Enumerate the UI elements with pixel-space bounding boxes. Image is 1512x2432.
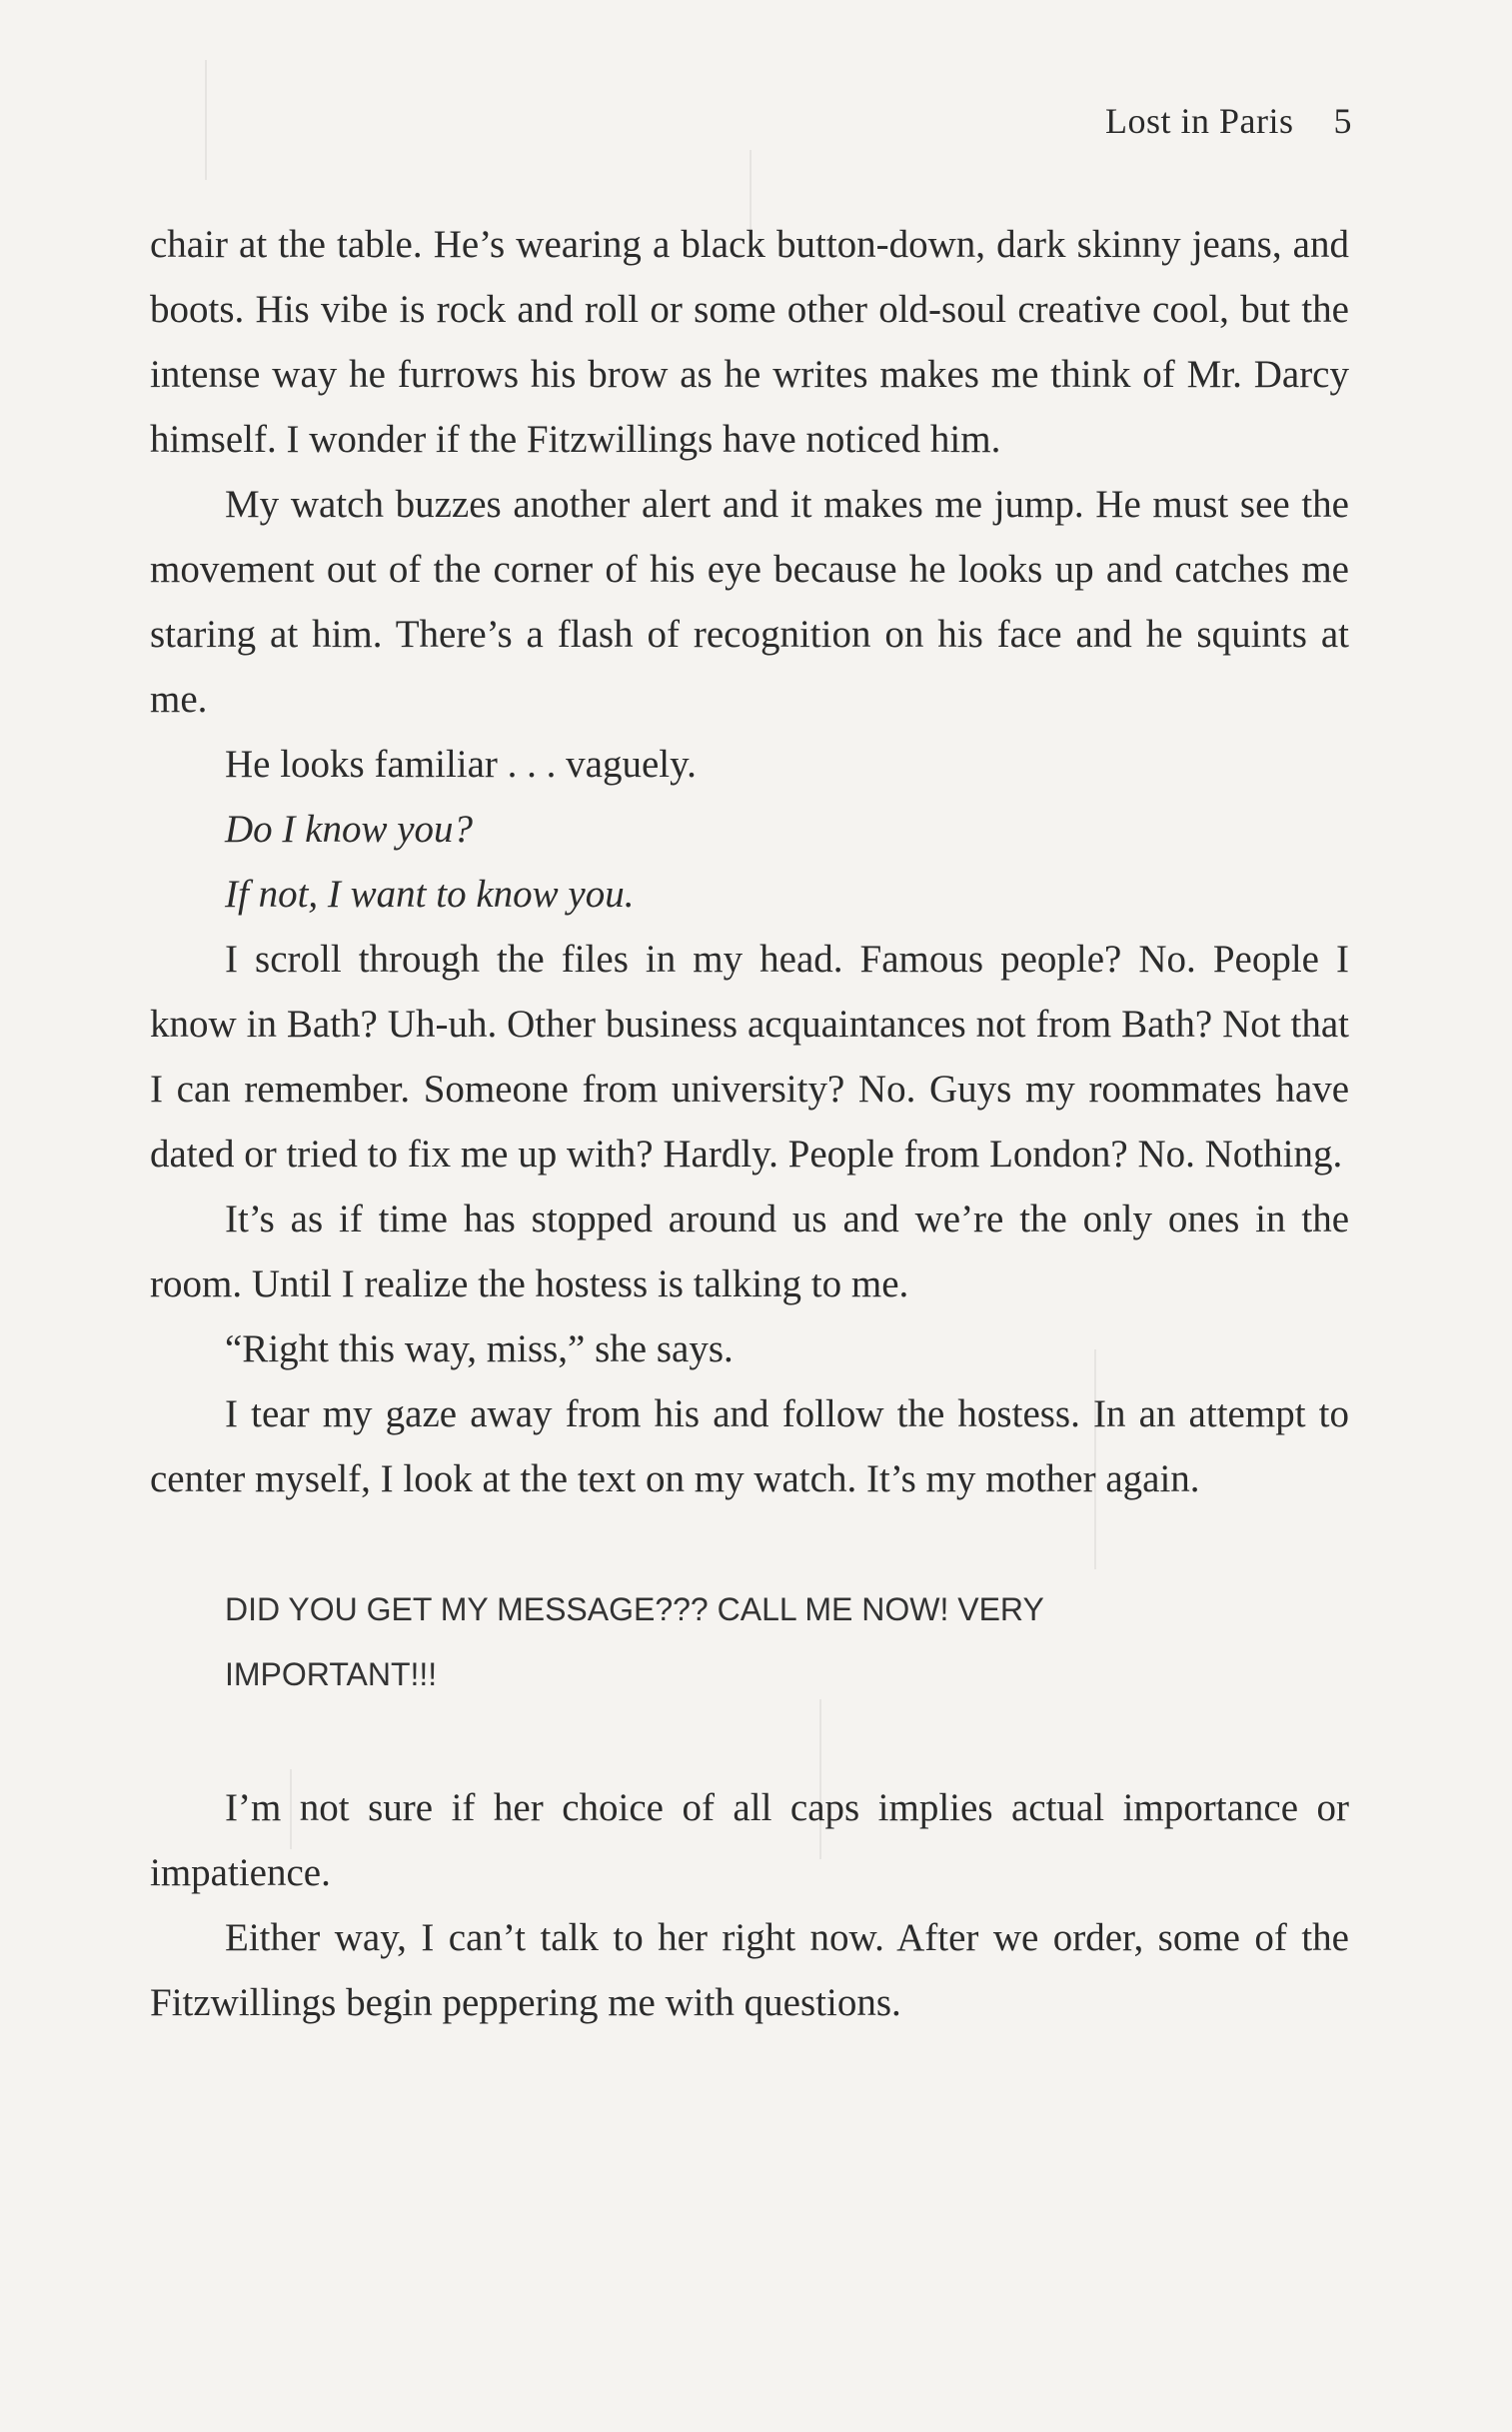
paragraph: My watch buzzes another alert and it makes me jump. He must see the movement out of the corner of his eye because he looks up and catches me staring at him. There’s a flash of recognition on his face and he squints at me. — [150, 483, 1349, 721]
scan-mark — [205, 60, 207, 180]
paragraph: He looks familiar . . . vaguely. — [225, 743, 697, 786]
watch-text-message: DID YOU GET MY MESSAGE??? CALL ME NOW! VERY IMPORTANT!!! — [225, 1591, 1044, 1692]
page-number: 5 — [1333, 101, 1352, 141]
book-title: Lost in Paris — [1104, 101, 1294, 141]
paragraph: It’s as if time has stopped around us and we’re the only ones in the room. Until I realize the hostess is talking to me. — [150, 1198, 1349, 1305]
paragraph: I scroll through the files in my head. Famous people? No. People I know in Bath? Uh-uh. Other business acquaintances not from Bath? Not that I can remember. Someone from university? No. Guys my roommates have dated or tried to fix me up with? Hardly. People from London? No. Nothing. — [150, 938, 1349, 1176]
paragraph: “Right this way, miss,” she says. — [225, 1327, 734, 1370]
paragraph: I tear my gaze away from his and follow the hostess. In an attempt to center myself, I look at the text on my watch. It’s my mother again. — [150, 1392, 1349, 1500]
paragraph: I’m not sure if her choice of all caps implies actual importance or impatience. — [150, 1786, 1349, 1894]
italic-thought: If not, I want to know you. — [225, 873, 635, 916]
page-body — [150, 212, 1349, 2035]
running-header — [1105, 100, 1352, 142]
italic-thought: Do I know you? — [225, 808, 474, 851]
paragraph: Either way, I can’t talk to her right now. After we order, some of the Fitzwillings begin peppering me with questions. — [150, 1916, 1349, 2024]
paragraph: chair at the table. He’s wearing a black button-down, dark skinny jeans, and boots. His vibe is rock and roll or some other old-soul creative cool, but the intense way he furrows his brow as he writes makes me think of Mr. Darcy himself. I wonder if the Fitzwillings have noticed him. — [150, 223, 1349, 461]
